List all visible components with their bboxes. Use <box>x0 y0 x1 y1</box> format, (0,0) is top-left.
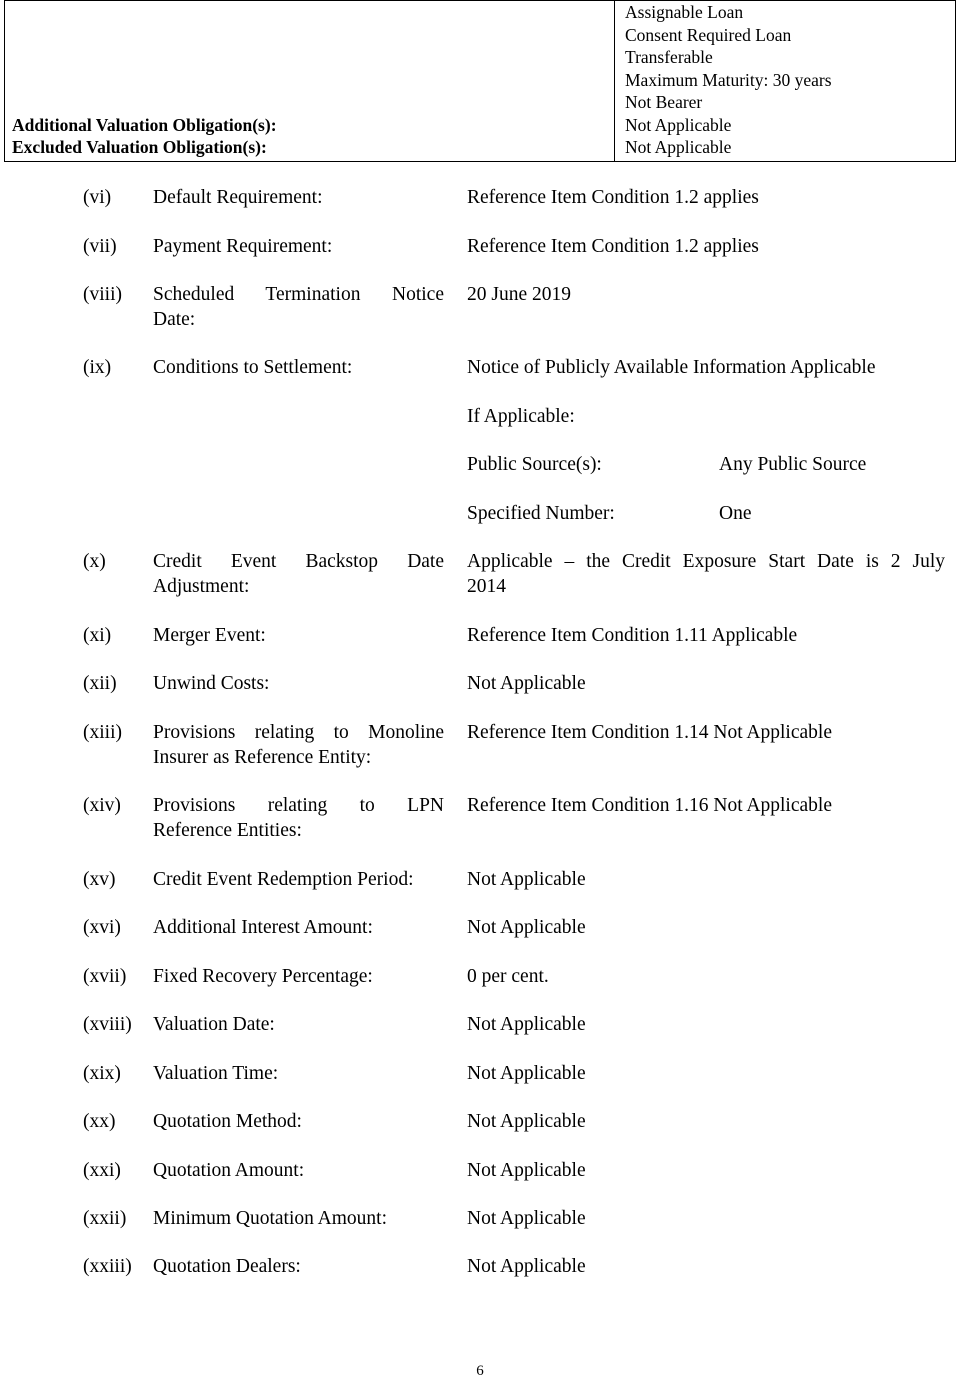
sub-heading: If Applicable: <box>467 406 575 427</box>
item-number: (xxiii) <box>83 1256 132 1277</box>
table-value-line: Assignable Loan <box>625 2 744 22</box>
item-number: (x) <box>83 551 106 572</box>
table-value-line: Maximum Maturity: 30 years <box>625 69 832 90</box>
sub-value: Any Public Source <box>719 454 867 475</box>
item-label: Conditions to Settlement: <box>153 357 353 378</box>
item-number: (xi) <box>83 625 112 646</box>
additional-valuation-obligations-label: Additional Valuation Obligation(s): <box>12 114 277 135</box>
item-label: Quotation Method: <box>153 1111 302 1132</box>
item-number: (vii) <box>83 236 117 257</box>
item-label: Default Requirement: <box>153 187 323 208</box>
sub-label: Public Source(s): <box>467 454 602 475</box>
item-value: Reference Item Condition 1.2 applies <box>467 236 759 257</box>
item-number: (xiii) <box>83 722 122 743</box>
item-value: Reference Item Condition 1.14 Not Applicable <box>467 722 832 743</box>
item-value: Reference Item Condition 1.16 Not Applicable <box>467 795 832 816</box>
item-value: Not Applicable <box>467 1160 586 1181</box>
item-number: (ix) <box>83 357 112 378</box>
item-value: Not Applicable <box>467 673 586 694</box>
item-label-line: Date: <box>153 309 196 330</box>
item-label: Unwind Costs: <box>153 673 270 694</box>
page-number: 6 <box>476 1363 484 1379</box>
item-label: Fixed Recovery Percentage: <box>153 966 373 987</box>
item-label: Quotation Dealers: <box>153 1256 301 1277</box>
sub-label: Specified Number: <box>467 503 615 524</box>
item-value: Not Applicable <box>467 1256 586 1277</box>
item-number: (xxi) <box>83 1160 121 1181</box>
item-value: Reference Item Condition 1.11 Applicable <box>467 625 798 646</box>
valuation-obligations-table <box>4 0 956 162</box>
item-number: (xx) <box>83 1111 116 1132</box>
item-number: (xviii) <box>83 1014 132 1035</box>
item-value: Reference Item Condition 1.2 applies <box>467 187 759 208</box>
table-value-cell <box>615 1 956 162</box>
item-label-line: Reference Entities: <box>153 820 302 841</box>
table-value-line: Not Bearer <box>625 92 703 112</box>
item-number: (xiv) <box>83 795 121 816</box>
table-value-line: Transferable <box>625 47 713 67</box>
item-number: (xxii) <box>83 1208 127 1229</box>
item-value: 0 per cent. <box>467 966 549 987</box>
item-value: Not Applicable <box>467 1208 586 1229</box>
item-number: (xvii) <box>83 966 127 987</box>
item-label-line: Insurer as Reference Entity: <box>153 747 372 768</box>
additional-valuation-obligations-value: Not Applicable <box>625 114 732 135</box>
table-value-line: Consent Required Loan <box>625 24 792 45</box>
item-label-line: Provisions relating to Monoline <box>153 722 444 743</box>
item-label: Valuation Time: <box>153 1063 279 1084</box>
item-label: Payment Requirement: <box>153 236 333 257</box>
item-label: Valuation Date: <box>153 1014 275 1035</box>
item-label-line: Scheduled Termination Notice <box>153 284 444 305</box>
item-label-line: Adjustment: <box>153 576 250 597</box>
item-label: Credit Event Redemption Period: <box>153 869 414 890</box>
item-value: Not Applicable <box>467 1063 586 1084</box>
excluded-valuation-obligations-value: Not Applicable <box>625 137 732 157</box>
item-number: (xv) <box>83 869 116 890</box>
item-label: Additional Interest Amount: <box>153 917 373 938</box>
item-label: Quotation Amount: <box>153 1160 305 1181</box>
item-value-line: Applicable – the Credit Exposure Start Date is 2 July <box>467 551 945 572</box>
item-value: 20 June 2019 <box>467 284 571 305</box>
item-number: (viii) <box>83 284 122 305</box>
item-number: (xii) <box>83 673 117 694</box>
item-value: Not Applicable <box>467 1111 586 1132</box>
table-label-cell <box>5 1 615 162</box>
item-value: Not Applicable <box>467 869 586 890</box>
item-number: (xix) <box>83 1063 121 1084</box>
item-label-line: Provisions relating to LPN <box>153 795 444 816</box>
item-label-line: Credit Event Backstop Date <box>153 551 444 572</box>
item-value: Not Applicable <box>467 1014 586 1035</box>
item-value: Not Applicable <box>467 917 586 938</box>
item-label: Merger Event: <box>153 625 266 646</box>
item-number: (vi) <box>83 187 112 208</box>
item-value: Notice of Publicly Available Information Applicable <box>467 357 876 378</box>
sub-value: One <box>719 503 752 524</box>
item-number: (xvi) <box>83 917 121 938</box>
item-label: Minimum Quotation Amount: <box>153 1208 388 1229</box>
item-value-line: 2014 <box>467 576 506 597</box>
excluded-valuation-obligations-label: Excluded Valuation Obligation(s): <box>12 137 267 157</box>
